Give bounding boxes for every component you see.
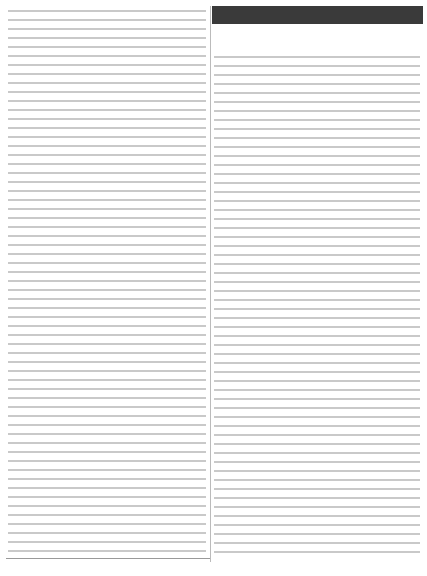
text-line: [8, 532, 206, 534]
text-line: [214, 344, 420, 346]
text-line: [8, 406, 206, 408]
text-line: [214, 407, 420, 409]
text-line: [8, 199, 206, 201]
text-line: [214, 209, 420, 211]
text-line: [214, 65, 420, 67]
text-line: [8, 496, 206, 498]
text-line: [214, 551, 420, 553]
text-line: [8, 154, 206, 156]
text-line: [8, 262, 206, 264]
text-line: [8, 523, 206, 525]
text-line: [214, 227, 420, 229]
text-line: [214, 56, 420, 58]
text-line: [214, 470, 420, 472]
text-line: [8, 91, 206, 93]
text-line: [214, 362, 420, 364]
text-line: [214, 299, 420, 301]
text-line: [8, 109, 206, 111]
text-line: [8, 334, 206, 336]
text-line: [214, 200, 420, 202]
text-line: [214, 173, 420, 175]
text-line: [214, 515, 420, 517]
text-line: [8, 460, 206, 462]
text-line: [214, 443, 420, 445]
text-line: [8, 253, 206, 255]
text-line: [8, 217, 206, 219]
text-line: [8, 379, 206, 381]
text-line: [8, 64, 206, 66]
text-line: [214, 146, 420, 148]
text-line: [214, 416, 420, 418]
text-line: [8, 541, 206, 543]
text-line: [8, 145, 206, 147]
text-line: [8, 244, 206, 246]
text-line: [8, 37, 206, 39]
text-line: [214, 488, 420, 490]
text-line: [214, 497, 420, 499]
text-line: [214, 281, 420, 283]
footer-rule: [6, 558, 210, 559]
text-line: [214, 218, 420, 220]
text-line: [8, 181, 206, 183]
text-line: [214, 272, 420, 274]
text-line: [8, 100, 206, 102]
text-line: [214, 461, 420, 463]
text-line: [8, 352, 206, 354]
column-divider: [210, 6, 211, 562]
text-line: [214, 434, 420, 436]
text-line: [214, 92, 420, 94]
text-line: [8, 10, 206, 12]
text-line: [214, 452, 420, 454]
text-line: [8, 226, 206, 228]
text-line: [214, 389, 420, 391]
text-line: [8, 307, 206, 309]
text-line: [8, 505, 206, 507]
text-line: [8, 316, 206, 318]
text-line: [8, 82, 206, 84]
text-line: [214, 398, 420, 400]
text-line: [8, 415, 206, 417]
text-line: [8, 487, 206, 489]
text-line: [8, 478, 206, 480]
text-line: [8, 433, 206, 435]
text-line: [8, 298, 206, 300]
text-line: [214, 317, 420, 319]
text-line: [214, 425, 420, 427]
text-line: [214, 155, 420, 157]
text-line: [214, 182, 420, 184]
text-line: [8, 361, 206, 363]
text-line: [8, 388, 206, 390]
text-line: [8, 163, 206, 165]
text-line: [8, 136, 206, 138]
text-line: [8, 451, 206, 453]
text-line: [8, 325, 206, 327]
text-line: [8, 190, 206, 192]
text-line: [214, 137, 420, 139]
text-line: [214, 479, 420, 481]
text-line: [214, 542, 420, 544]
text-line: [8, 343, 206, 345]
text-line: [214, 164, 420, 166]
text-line: [214, 380, 420, 382]
text-line: [8, 271, 206, 273]
text-line: [214, 326, 420, 328]
text-line: [8, 280, 206, 282]
text-line: [214, 524, 420, 526]
text-line: [214, 101, 420, 103]
text-line: [8, 235, 206, 237]
text-line: [214, 191, 420, 193]
text-line: [214, 119, 420, 121]
text-line: [214, 290, 420, 292]
text-line: [214, 506, 420, 508]
text-line: [8, 370, 206, 372]
text-line: [8, 19, 206, 21]
text-line: [8, 442, 206, 444]
text-line: [8, 289, 206, 291]
section-banner: [212, 6, 423, 24]
text-line: [8, 127, 206, 129]
text-line: [214, 533, 420, 535]
text-line: [8, 55, 206, 57]
text-line: [8, 208, 206, 210]
text-line: [8, 469, 206, 471]
text-line: [8, 46, 206, 48]
text-line: [214, 236, 420, 238]
text-line: [8, 424, 206, 426]
text-line: [214, 245, 420, 247]
text-line: [8, 118, 206, 120]
text-line: [214, 335, 420, 337]
text-line: [8, 514, 206, 516]
text-line: [8, 397, 206, 399]
text-line: [214, 371, 420, 373]
text-line: [8, 550, 206, 552]
text-line: [214, 254, 420, 256]
text-line: [214, 83, 420, 85]
text-line: [214, 110, 420, 112]
text-line: [8, 73, 206, 75]
text-line: [214, 128, 420, 130]
text-line: [214, 74, 420, 76]
text-line: [8, 172, 206, 174]
text-line: [214, 353, 420, 355]
text-line: [214, 263, 420, 265]
text-line: [8, 28, 206, 30]
text-line: [214, 308, 420, 310]
